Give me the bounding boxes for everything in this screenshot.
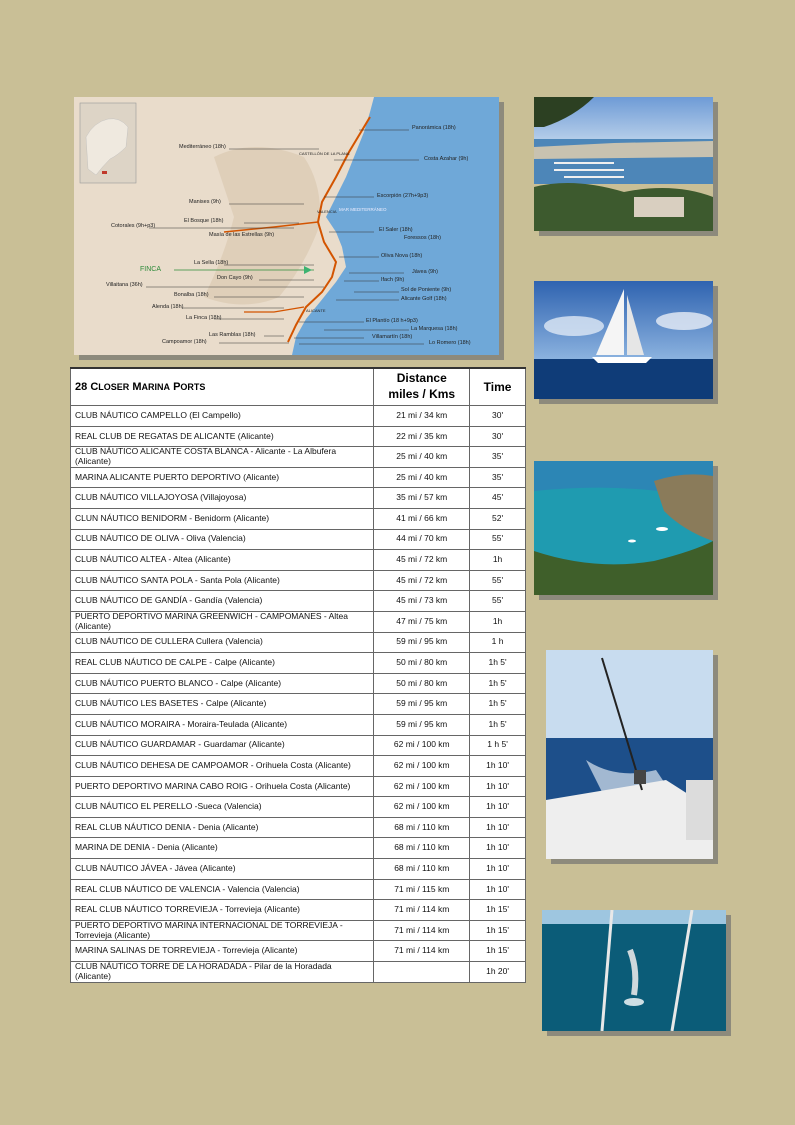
map-label: Panorámica (18h) xyxy=(412,125,456,131)
map-label: Manises (9h) xyxy=(189,199,221,205)
port-name-cell: REAL CLUB DE REGATAS DE ALICANTE (Alicante) xyxy=(71,426,374,447)
table-row xyxy=(71,508,526,529)
table-row xyxy=(71,694,526,715)
port-name-cell: CLUB NÁUTICO CAMPELLO (El Campello) xyxy=(71,406,374,427)
map-label: VALENCIA xyxy=(317,209,337,214)
distance-cell: 22 mi / 35 km xyxy=(374,426,470,447)
table-row xyxy=(71,879,526,900)
port-name-cell: MARINA DE DENIA - Denia (Alicante) xyxy=(71,838,374,859)
map-label: El Bosque (18h) xyxy=(184,218,224,224)
map-label: Masía de las Estrellas (9h) xyxy=(209,232,275,238)
time-cell: 30' xyxy=(470,426,526,447)
table-row xyxy=(71,735,526,756)
map-label: Oliva Nova (18h) xyxy=(381,253,423,259)
time-cell: 1h 5' xyxy=(470,714,526,735)
table-row xyxy=(71,920,526,941)
port-name-cell: MARINA SALINAS DE TORREVIEJA - Torrevieja (Alicante) xyxy=(71,941,374,962)
time-cell: 52' xyxy=(470,508,526,529)
time-cell: 1h 10' xyxy=(470,776,526,797)
map-label: Las Ramblas (18h) xyxy=(209,332,256,338)
table-row xyxy=(71,447,526,468)
marina-photo xyxy=(534,97,713,231)
map-label: Costa Azahar (9h) xyxy=(424,156,469,162)
map-label: ALICANTE xyxy=(306,308,326,313)
time-cell: 1 h 5' xyxy=(470,735,526,756)
table-row xyxy=(71,550,526,571)
time-cell: 1h 15' xyxy=(470,900,526,921)
distance-cell: 50 mi / 80 km xyxy=(374,653,470,674)
map-label: Campoamor (18h) xyxy=(162,339,207,345)
port-name-cell: MARINA ALICANTE PUERTO DEPORTIVO (Alicante) xyxy=(71,467,374,488)
distance-cell: 25 mi / 40 km xyxy=(374,467,470,488)
marina-ports-table xyxy=(70,367,526,983)
time-header: Time xyxy=(470,368,526,406)
map-label: Don Cayo (9h) xyxy=(217,275,253,281)
distance-cell: 68 mi / 110 km xyxy=(374,838,470,859)
distance-cell: 68 mi / 110 km xyxy=(374,817,470,838)
table-row xyxy=(71,611,526,632)
port-name-cell: CLUB NÁUTICO JÁVEA - Jávea (Alicante) xyxy=(71,859,374,880)
time-cell: 55' xyxy=(470,529,526,550)
port-name-cell: REAL CLUB NÁUTICO DE CALPE - Calpe (Alicante) xyxy=(71,653,374,674)
table-body xyxy=(71,406,526,983)
time-cell: 1h 5' xyxy=(470,694,526,715)
map-label: Villamartín (18h) xyxy=(372,334,413,340)
time-cell: 1h 10' xyxy=(470,817,526,838)
distance-cell: 71 mi / 114 km xyxy=(374,900,470,921)
time-cell: 1h 20' xyxy=(470,962,526,983)
distance-cell: 50 mi / 80 km xyxy=(374,673,470,694)
time-cell: 55' xyxy=(470,591,526,612)
table-row xyxy=(71,756,526,777)
map-label: Cotorales (9h+p3) xyxy=(111,223,156,229)
port-name-cell: CLUB NÁUTICO MORAIRA - Moraira-Teulada (Alicante) xyxy=(71,714,374,735)
distance-cell: 21 mi / 34 km xyxy=(374,406,470,427)
map-label: Villaitana (36h) xyxy=(106,282,143,288)
port-name-cell: CLUB NÁUTICO LES BASETES - Calpe (Alicante) xyxy=(71,694,374,715)
distance-cell: 62 mi / 100 km xyxy=(374,797,470,818)
table-row xyxy=(71,714,526,735)
port-name-cell: CLUB NÁUTICO GUARDAMAR - Guardamar (Alicante) xyxy=(71,735,374,756)
distance-cell: 35 mi / 57 km xyxy=(374,488,470,509)
map-label: La Finca (18h) xyxy=(186,315,222,321)
table-row xyxy=(71,529,526,550)
finca-label: FINCA xyxy=(140,266,161,273)
port-name-cell: REAL CLUB NÁUTICO DENIA - Denia (Alicante) xyxy=(71,817,374,838)
time-cell: 1h 5' xyxy=(470,673,526,694)
port-name-cell: PUERTO DEPORTIVO MARINA GREENWICH - CAMPOMANES - Altea (Alicante) xyxy=(71,611,374,632)
map-label: Escorpión (27h+9p3) xyxy=(377,193,429,199)
distance-cell: 59 mi / 95 km xyxy=(374,714,470,735)
time-cell: 1h 15' xyxy=(470,941,526,962)
table-row xyxy=(71,488,526,509)
table-title: 28 CLOSER MARINA PORTS xyxy=(71,368,374,406)
distance-cell xyxy=(374,962,470,983)
table-row xyxy=(71,426,526,447)
time-cell: 1h 15' xyxy=(470,920,526,941)
time-cell: 35' xyxy=(470,467,526,488)
distance-cell: 62 mi / 100 km xyxy=(374,735,470,756)
time-cell: 1h xyxy=(470,611,526,632)
distance-cell: 71 mi / 114 km xyxy=(374,941,470,962)
port-name-cell: CLUB NÁUTICO TORRE DE LA HORADADA - Pilar de la Horadada (Alicante) xyxy=(71,962,374,983)
map-label: Ifach (9h) xyxy=(381,277,405,283)
sailboat-photo xyxy=(534,281,713,399)
map-label: Foressos (18h) xyxy=(404,235,441,241)
table-row xyxy=(71,776,526,797)
table-row xyxy=(71,591,526,612)
port-name-cell: PUERTO DEPORTIVO MARINA INTERNACIONAL DE TORREVIEJA - Torrevieja (Alicante) xyxy=(71,920,374,941)
distance-cell: 45 mi / 72 km xyxy=(374,570,470,591)
table-row xyxy=(71,673,526,694)
table-row xyxy=(71,859,526,880)
time-cell: 30' xyxy=(470,406,526,427)
distance-cell: 59 mi / 95 km xyxy=(374,632,470,653)
golf-courses-map xyxy=(74,97,499,355)
table-row xyxy=(71,653,526,674)
time-cell: 1h 10' xyxy=(470,879,526,900)
time-cell: 1h 10' xyxy=(470,859,526,880)
port-name-cell: PUERTO DEPORTIVO MARINA CABO ROIG - Orihuela Costa (Alicante) xyxy=(71,776,374,797)
table-row xyxy=(71,817,526,838)
table-row xyxy=(71,406,526,427)
map-label: CASTELLÓN DE LA PLANA xyxy=(299,151,350,156)
distance-cell: 71 mi / 114 km xyxy=(374,920,470,941)
time-cell: 1h 10' xyxy=(470,797,526,818)
port-name-cell: CLUB NÁUTICO DE GANDÍA - Gandía (Valencia) xyxy=(71,591,374,612)
distance-cell: 62 mi / 100 km xyxy=(374,776,470,797)
time-cell: 1h 10' xyxy=(470,838,526,859)
distance-cell: 45 mi / 73 km xyxy=(374,591,470,612)
map-label: Mediterráneo (18h) xyxy=(179,144,226,150)
distance-cell: 62 mi / 100 km xyxy=(374,756,470,777)
table-row xyxy=(71,632,526,653)
table-row xyxy=(71,900,526,921)
port-name-cell: CLUB NÁUTICO DEHESA DE CAMPOAMOR - Orihuela Costa (Alicante) xyxy=(71,756,374,777)
port-name-cell: CLUB NÁUTICO EL PERELLO -Sueca (Valencia) xyxy=(71,797,374,818)
map-label: Bonalba (18h) xyxy=(174,292,209,298)
map-label: Lo Romero (18h) xyxy=(429,340,471,346)
distance-cell: 47 mi / 75 km xyxy=(374,611,470,632)
cove-photo xyxy=(534,461,713,595)
time-cell: 1h 5' xyxy=(470,653,526,674)
table-row xyxy=(71,467,526,488)
map-label: El Saler (18h) xyxy=(379,227,413,233)
distance-cell: 25 mi / 40 km xyxy=(374,447,470,468)
port-name-cell: CLUB NÁUTICO VILLAJOYOSA (Villajoyosa) xyxy=(71,488,374,509)
port-name-cell: CLUB NÁUTICO ALTEA - Altea (Alicante) xyxy=(71,550,374,571)
distance-cell: 44 mi / 70 km xyxy=(374,529,470,550)
dorado-fish-photo xyxy=(542,910,726,1031)
map-label: La Sella (18h) xyxy=(194,260,229,266)
distance-cell: 41 mi / 66 km xyxy=(374,508,470,529)
port-name-cell: CLUB NÁUTICO ALICANTE COSTA BLANCA - Alicante - La Albufera (Alicante) xyxy=(71,447,374,468)
distance-cell: 45 mi / 72 km xyxy=(374,550,470,571)
distance-cell: 59 mi / 95 km xyxy=(374,694,470,715)
map-label: Alicante Golf (18h) xyxy=(401,296,447,302)
map-label: MAR MEDITERRÁNEO xyxy=(339,207,387,212)
port-name-cell: CLUB NÁUTICO PUERTO BLANCO - Calpe (Alicante) xyxy=(71,673,374,694)
fishing-rod-photo xyxy=(546,650,713,859)
port-name-cell: CLUB NÁUTICO DE CULLERA Cullera (Valencia) xyxy=(71,632,374,653)
time-cell: 35' xyxy=(470,447,526,468)
table-row xyxy=(71,941,526,962)
table-header-row xyxy=(71,368,526,406)
table-row xyxy=(71,838,526,859)
map-label: Alenda (18h) xyxy=(152,304,184,310)
port-name-cell: CLUN NÁUTICO BENIDORM - Benidorm (Alicante) xyxy=(71,508,374,529)
port-name-cell: REAL CLUB NÁUTICO TORREVIEJA - Torrevieja (Alicante) xyxy=(71,900,374,921)
distance-header: Distance miles / Kms xyxy=(374,368,470,406)
map-label: Jávea (9h) xyxy=(412,269,438,275)
map-label: Sol de Poniente (9h) xyxy=(401,287,452,293)
distance-cell: 68 mi / 110 km xyxy=(374,859,470,880)
time-cell: 1h xyxy=(470,550,526,571)
time-cell: 1 h xyxy=(470,632,526,653)
distance-cell: 71 mi / 115 km xyxy=(374,879,470,900)
time-cell: 45' xyxy=(470,488,526,509)
port-name-cell: CLUB NÁUTICO DE OLIVA - Oliva (Valencia) xyxy=(71,529,374,550)
table-row xyxy=(71,570,526,591)
map-label: La Marquesa (18h) xyxy=(411,326,458,332)
time-cell: 1h 10' xyxy=(470,756,526,777)
table-row xyxy=(71,962,526,983)
map-label: El Plantío (18 h+9p3) xyxy=(366,318,418,324)
port-name-cell: CLUB NÁUTICO SANTA POLA - Santa Pola (Alicante) xyxy=(71,570,374,591)
table-row xyxy=(71,797,526,818)
time-cell: 55' xyxy=(470,570,526,591)
port-name-cell: REAL CLUB NÁUTICO DE VALENCIA - Valencia (Valencia) xyxy=(71,879,374,900)
